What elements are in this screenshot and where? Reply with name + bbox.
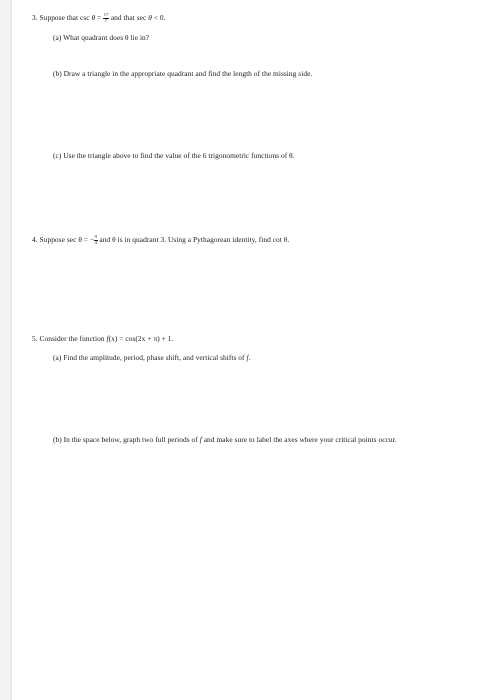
- q5-part-a-text: (a) Find the amplitude, period, phase shift, and vertical shifts of: [53, 353, 247, 362]
- q5-part-b-text: (b) In the space below, graph two full periods of: [53, 435, 200, 444]
- q5-stem-text: 5. Consider the function: [32, 334, 107, 343]
- q4-stem-end: and θ is in quadrant 3. Using a Pythagorean identity, find cot θ.: [97, 235, 290, 244]
- q3-stem-end: < 0.: [151, 13, 166, 22]
- q3-stem-mid: and that sec: [108, 13, 149, 22]
- q3-stem: [32, 13, 166, 23]
- function-name: f: [246, 353, 249, 362]
- q4-stem: [32, 235, 289, 245]
- q4-fraction-numerator: 9: [94, 234, 98, 240]
- q5-function-definition: (x) = cos(2x + π) + 1.: [108, 334, 174, 343]
- q4-stem-text: 4. Suppose sec θ = −: [32, 235, 95, 244]
- function-name: f: [199, 435, 202, 444]
- theta-symbol: θ: [91, 13, 96, 22]
- q3-fraction-numerator: 17: [103, 12, 109, 18]
- q3-part-a: (a) What quadrant does θ lie in?: [53, 33, 150, 42]
- q5-stem: [32, 334, 173, 343]
- q5-part-a: [53, 353, 250, 362]
- function-name: f: [106, 334, 109, 343]
- q5-part-a-end: .: [248, 353, 251, 362]
- theta-symbol: θ: [148, 13, 152, 22]
- q5-part-b: [53, 435, 493, 444]
- q3-part-b: (b) Draw a triangle in the appropriate quadrant and find the length of the missing side.: [53, 69, 313, 78]
- q5-part-b-end: and make sure to label the axes where your critical points occur.: [201, 435, 397, 444]
- worksheet-page: [12, 0, 497, 700]
- q4-fraction-denominator: 4: [94, 239, 98, 245]
- equals-sign: =: [95, 13, 104, 22]
- q3-fraction-denominator: 7: [104, 17, 108, 23]
- q3-stem-text: 3. Suppose that csc: [32, 13, 92, 22]
- q3-part-c: (c) Use the triangle above to find the value of the 6 trigonometric functions of θ.: [53, 151, 295, 160]
